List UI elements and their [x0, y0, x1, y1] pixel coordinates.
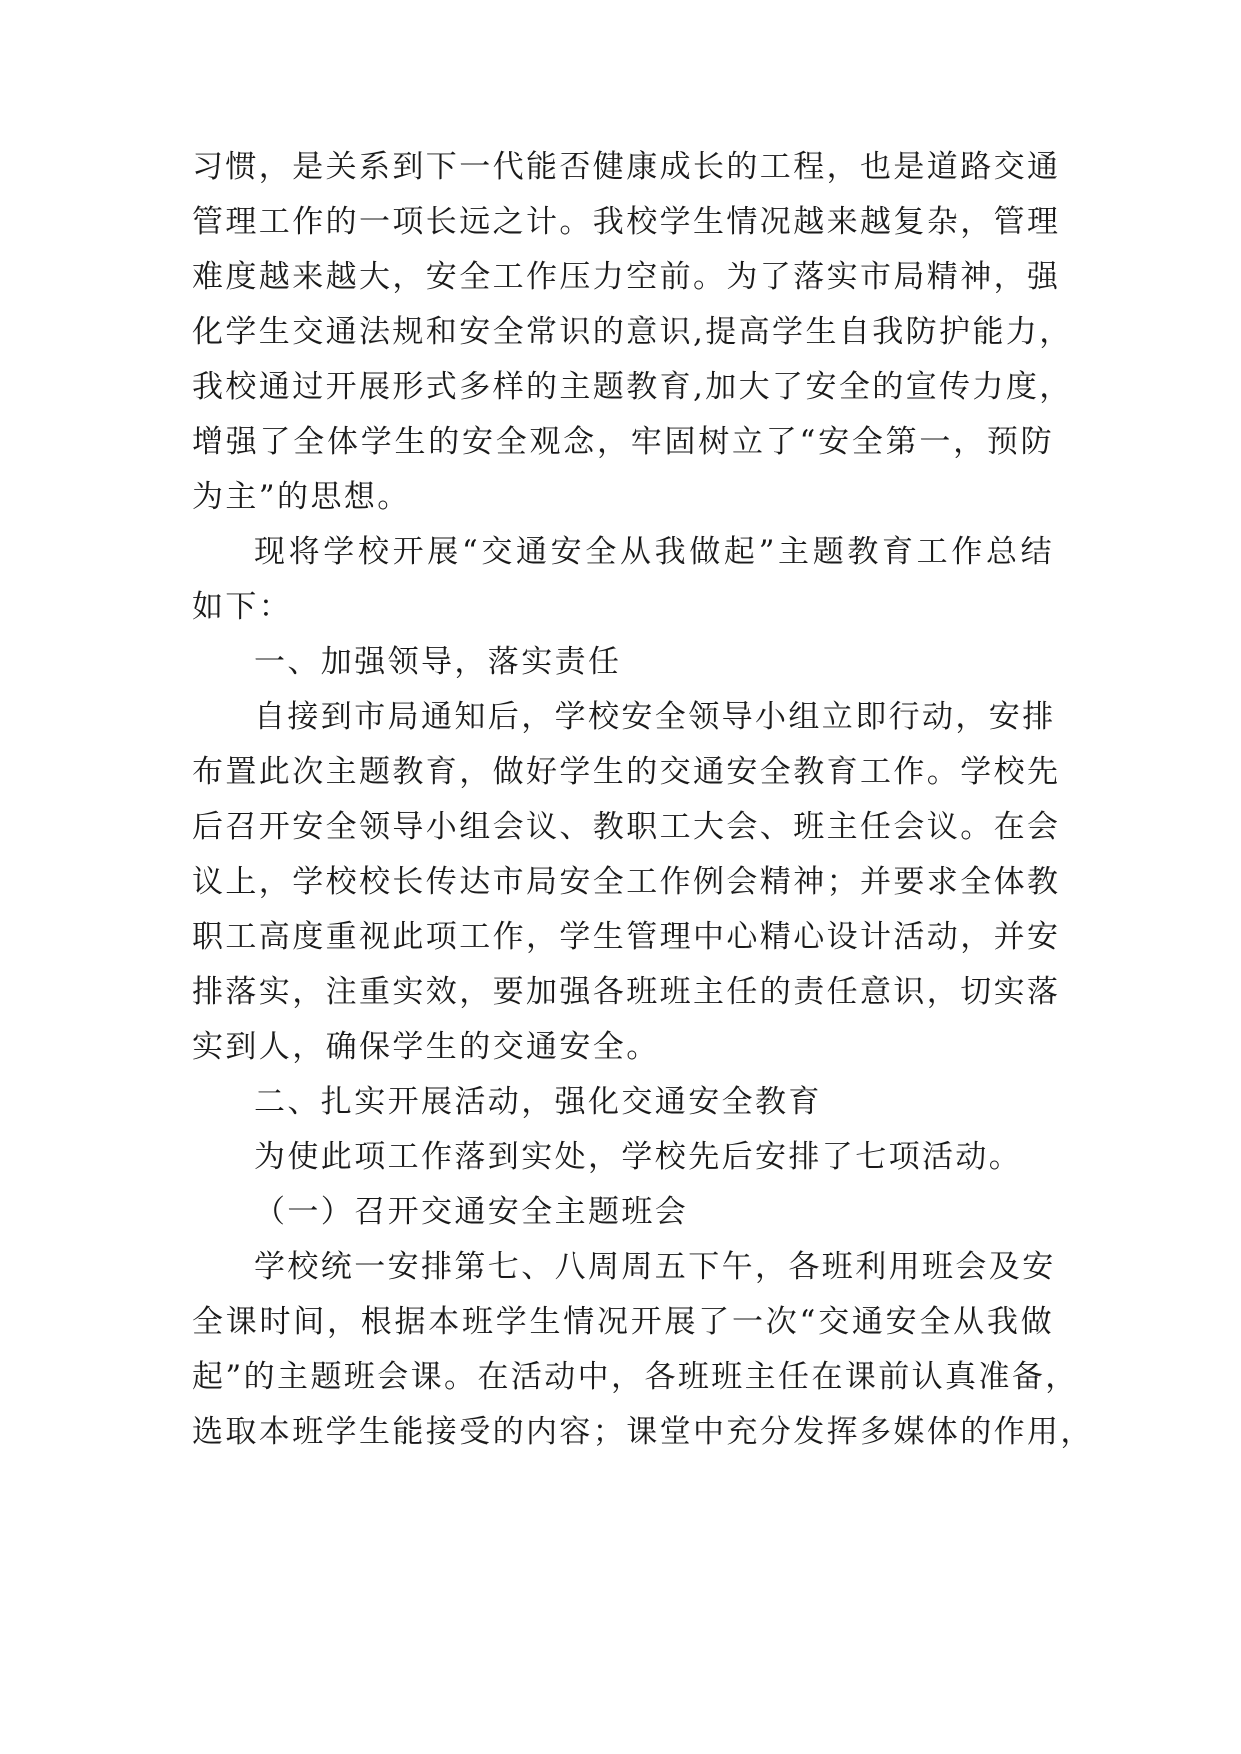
- section-heading-2: 二、扎实开展活动，强化交通安全教育: [254, 1084, 822, 1120]
- text-line: 职工高度重视此项工作，学生管理中心精心设计活动，并安: [192, 919, 1061, 955]
- subsection-heading-1: （一）召开交通安全主题班会: [254, 1194, 689, 1230]
- text-line: 全课时间，根据本班学生情况开展了一次“交通安全从我做: [192, 1304, 1054, 1340]
- paragraph-first-line: 为使此项工作落到实处，学校先后安排了七项活动。: [254, 1139, 1023, 1175]
- text-line: 化学生交通法规和安全常识的意识,提高学生自我防护能力，: [192, 314, 1073, 350]
- text-line: 难度越来越大，安全工作压力空前。为了落实市局精神，强: [192, 259, 1061, 295]
- text-line: 选取本班学生能接受的内容；课堂中充分发挥多媒体的作用，: [192, 1414, 1094, 1450]
- text-line: 如下：: [192, 589, 293, 625]
- text-line: 为主”的思想。: [192, 479, 411, 515]
- paragraph-first-line: 自接到市局通知后，学校安全领导小组立即行动，安排: [254, 699, 1056, 735]
- paragraph-first-line: 学校统一安排第七、八周周五下午，各班利用班会及安: [254, 1249, 1056, 1285]
- paragraph-first-line: 现将学校开展“交通安全从我做起”主题教育工作总结: [254, 534, 1054, 570]
- text-line: 增强了全体学生的安全观念，牢固树立了“安全第一，预防: [192, 424, 1054, 460]
- section-heading-1: 一、加强领导，落实责任: [254, 644, 622, 680]
- text-line: 我校通过开展形式多样的主题教育,加大了安全的宣传力度，: [192, 369, 1073, 405]
- text-line: 排落实，注重实效，要加强各班班主任的责任意识，切实落: [192, 974, 1061, 1010]
- text-line: 管理工作的一项长远之计。我校学生情况越来越复杂，管理: [192, 204, 1061, 240]
- text-line: 布置此次主题教育，做好学生的交通安全教育工作。学校先: [192, 754, 1061, 790]
- text-line: 起”的主题班会课。在活动中，各班班主任在课前认真准备，: [192, 1359, 1079, 1395]
- text-line: 习惯，是关系到下一代能否健康成长的工程，也是道路交通: [192, 149, 1061, 185]
- text-line: 后召开安全领导小组会议、教职工大会、班主任会议。在会: [192, 809, 1061, 845]
- text-line: 实到人，确保学生的交通安全。: [192, 1029, 660, 1065]
- text-line: 议上，学校校长传达市局安全工作例会精神；并要求全体教: [192, 864, 1061, 900]
